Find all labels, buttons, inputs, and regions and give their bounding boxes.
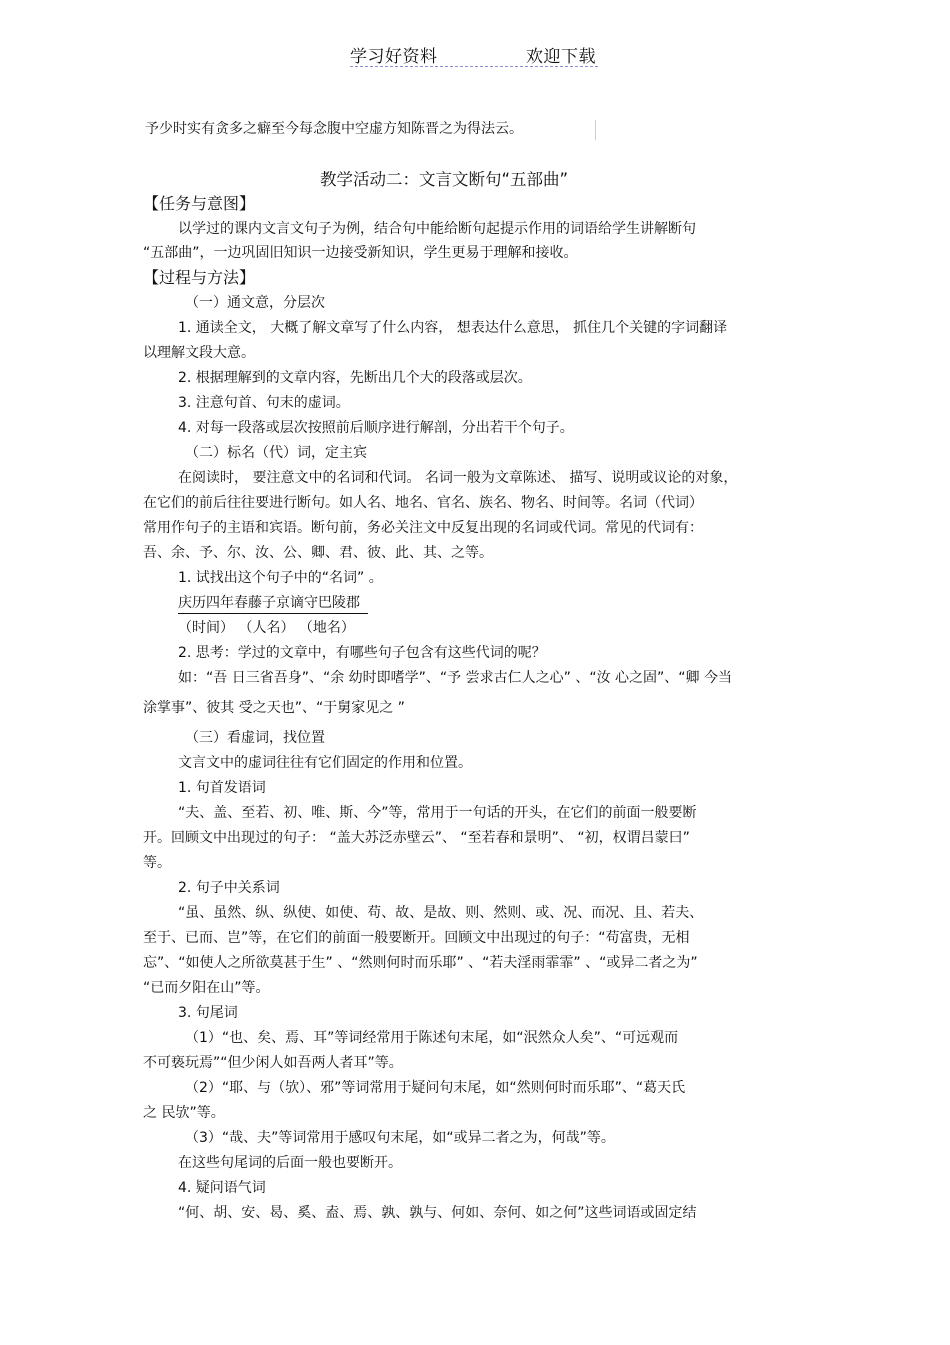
text-line: 涂掌事”、彼其 受之天也”、“于舅家见之 ” [143, 700, 405, 716]
activity-title: 教学活动二：文言文断句“五部曲” [320, 170, 569, 189]
header-right: 欢迎下载 [526, 47, 596, 67]
text-line: 2. 根据理解到的文章内容，先断出几个大的段落或层次。 [178, 370, 532, 386]
text-line: 1. 通读全文， 大概了解文章写了什么内容， 想表达什么意思， 抓住几个关键的字词翻译 [178, 320, 728, 336]
text-line: （2）“耶、与（欤）、邪”等词常用于疑问句末尾，如“然则何时而乐耶”、“葛天氏 [185, 1080, 686, 1096]
text-line: 等。 [143, 855, 171, 871]
text-line: 3. 注意句首、句末的虚词。 [178, 395, 350, 411]
text-line: 不可亵玩焉”“但少闲人如吾两人者耳”等。 [143, 1055, 403, 1071]
subsection-heading: （一）通文意，分层次 [185, 295, 325, 311]
text-line: 至于、已而、岂”等，在它们的前面一般要断开。回顾文中出现过的句子：“苟富贵，无相 [143, 930, 690, 946]
text-line: 在这些句尾词的后面一般也要断开。 [178, 1155, 402, 1171]
header-left: 学习好资料 [350, 47, 438, 67]
example-sentence: 庆历四年春藤子京谪守巴陵郡 [178, 593, 368, 614]
text-line: 1. 句首发语词 [178, 780, 266, 796]
text-line: 在它们的前后往往要进行断句。如人名、地名、官名、族名、物名、时间等。名词（代词） [143, 495, 703, 511]
text-line: 2. 思考：学过的文章中，有哪些句子包含有这些代词的呢？ [178, 645, 546, 661]
subsection-heading: （三）看虚词，找位置 [185, 730, 325, 746]
text-line: 1. 试找出这个句子中的“名词” 。 [178, 570, 383, 586]
text-line: （3）“哉、夫”等词常用于感叹句末尾，如“或异二者之为，何哉”等。 [185, 1130, 615, 1146]
text-line: （1）“也、矣、焉、耳”等词经常用于陈述句末尾，如“泯然众人矣”、“可远观而 [185, 1030, 679, 1046]
text-line: 吾、余、予、尔、汝、公、卿、君、彼、此、其、之等。 [143, 545, 493, 561]
text-line: 以理解文段大意。 [143, 345, 255, 361]
subsection-heading: （二）标名（代）词，定主宾 [185, 445, 367, 461]
text-line: 开。回顾文中出现过的句子： “盖大苏泛赤壁云”、 “至若春和景明”、 “初，权谓吕蒙曰” [143, 830, 690, 846]
text-line: 忘”、“如使人之所欲莫甚于生” 、“然则何时而乐耶” 、“若夫淫雨霏霏” 、“或异二者之为” [143, 955, 698, 971]
section-heading: 【任务与意图】 [143, 194, 256, 213]
section-heading: 【过程与方法】 [143, 268, 256, 287]
text-line: “虽、虽然、纵、纵使、如使、苟、故、是故、则、然则、或、况、而况、且、若夫、 [178, 905, 704, 921]
page-header [350, 42, 598, 67]
text-line: 在阅读时， 要注意文中的名词和代词。 名词一般为文章陈述、 描写、说明或议论的对象， [178, 470, 738, 486]
text-line: 以学过的课内文言文句子为例，结合句中能给断句起提示作用的词语给学生讲解断句 [178, 221, 696, 237]
text-line: 4. 疑问语气词 [178, 1180, 266, 1196]
text-line: “何、胡、安、曷、奚、盍、焉、孰、孰与、何如、奈何、如之何”这些词语或固定结 [178, 1205, 697, 1221]
text-line: 之 民欤”等。 [143, 1105, 225, 1121]
text-line: “已而夕阳在山”等。 [143, 980, 270, 996]
text-line: “夫、盖、至若、初、唯、斯、今”等，常用于一句话的开头，在它们的前面一般要断 [178, 805, 697, 821]
text-line: 2. 句子中关系词 [178, 880, 280, 896]
text-line: 4. 对每一段落或层次按照前后顺序进行解剖，分出若干个句子。 [178, 420, 574, 436]
text-line: 予少时实有贪多之癖至今每念腹中空虚方知陈晋之为得法云。 [145, 121, 523, 137]
example-labels: （时间） （人名） （地名） [178, 620, 355, 636]
text-line: 3. 句尾词 [178, 1005, 238, 1021]
text-line: 文言文中的虚词往往有它们固定的作用和位置。 [178, 755, 472, 771]
margin-rule [595, 120, 596, 140]
text-line: 如：“吾 日三省吾身”、“余 幼时即嗜学”、“予 尝求古仁人之心” 、“汝 心之固”、“卿 今当 [178, 670, 732, 686]
text-line: “五部曲”，一边巩固旧知识一边接受新知识，学生更易于理解和接收。 [143, 245, 578, 261]
text-line: 常用作句子的主语和宾语。断句前，务必关注文中反复出现的名词或代词。常见的代词有： [143, 520, 703, 536]
